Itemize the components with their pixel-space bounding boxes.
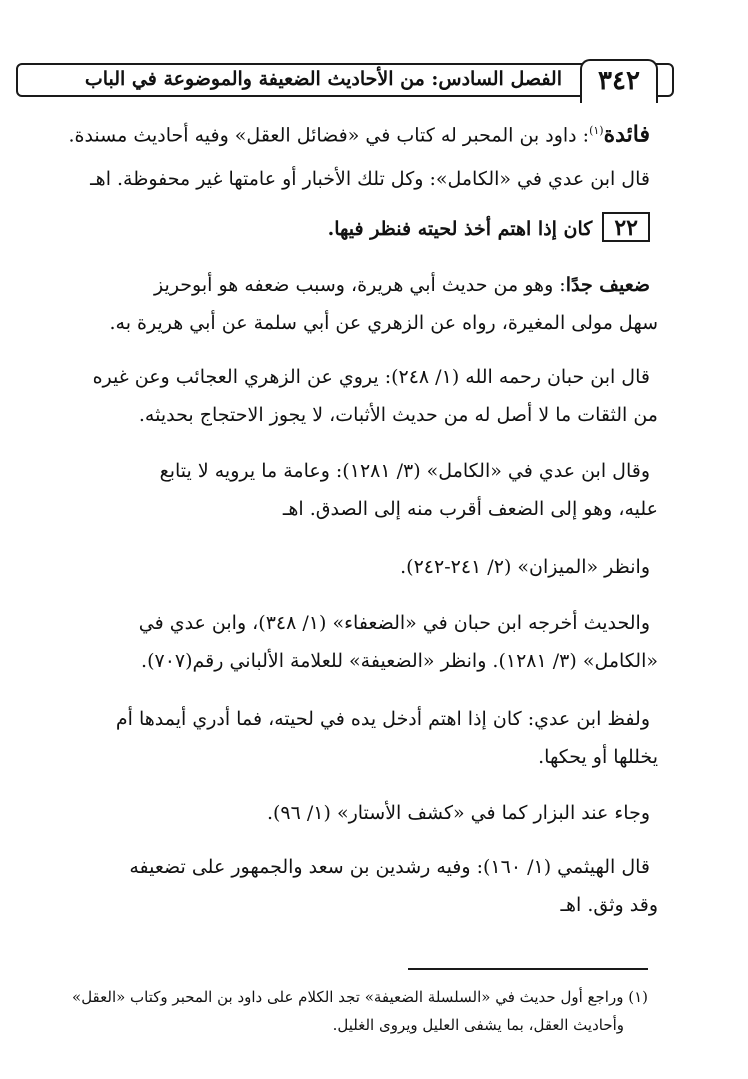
grading-lead: ضعيف جدًا	[565, 274, 650, 296]
footnote-line-1: (١) وراجع أول حديث في «السلسلة الضعيفة» تجد الكلام على داود بن المحبر وكتاب «العقل»	[72, 988, 648, 1006]
hadith-heading	[90, 210, 650, 250]
paragraph-5	[90, 604, 658, 684]
paragraph-8	[90, 848, 658, 928]
intro-note-2	[90, 160, 650, 200]
intro-line-2: قال ابن عدي في «الكامل»: وكل تلك الأخبار أو عامتها غير محفوظة. اهـ	[90, 168, 650, 190]
page-number: ٣٤٢	[580, 59, 658, 103]
footnote-separator	[408, 968, 648, 970]
chapter-title: الفصل السادس: من الأحاديث الضعيفة والموضوعة في الباب	[84, 68, 562, 90]
intro-text-1: : داود بن المحبر له كتاب في «فضائل العقل» وفيه أحاديث مسندة.	[68, 124, 590, 147]
intro-line-1	[68, 112, 650, 154]
paragraph-5-line-2: «الكامل» (٣/ ١٢٨١). وانظر «الضعيفة» للعلامة الألباني رقم(٧٠٧).	[141, 650, 658, 672]
paragraph-2-line-1: قال ابن حبان رحمه الله (١/ ٢٤٨): يروي عن الزهري العجائب وعن غيره	[92, 366, 650, 388]
paragraph-1-line-1: : وهو من حديث أبي هريرة، وسبب ضعفه هو أبوحريز	[154, 274, 566, 296]
paragraph-2	[90, 358, 658, 438]
paragraph-6	[90, 700, 658, 780]
paragraph-3	[90, 452, 658, 532]
hadith-text: كان إذا اهتم أخذ لحيته فنظر فيها.	[327, 218, 593, 240]
hadith-number: ٢٢	[602, 212, 650, 242]
paragraph-6-line-2: يخللها أو يحكها.	[538, 746, 658, 768]
paragraph-8-line-2: وقد وثق. اهـ	[560, 894, 658, 916]
footnote-ref: (١)	[589, 124, 604, 137]
paragraph-6-line-1: ولفظ ابن عدي: كان إذا اهتم أدخل يده في لحيته، فما أدري أيمدها أم	[115, 708, 650, 730]
paragraph-4	[90, 548, 650, 588]
paragraph-3-line-1: وقال ابن عدي في «الكامل» (٣/ ١٢٨١): وعامة ما يرويه لا يتابع	[159, 460, 650, 482]
fawaid-label: فائدة	[603, 121, 650, 148]
paragraph-5-line-1: والحديث أخرجه ابن حبان في «الضعفاء» (١/ ٣٤٨)، وابن عدي في	[138, 612, 650, 634]
paragraph-1-line-2: سهل مولى المغيرة، رواه عن الزهري عن أبي سلمة عن أبي هريرة به.	[109, 312, 658, 334]
paragraph-7	[90, 794, 650, 834]
paragraph-7-line-1: وجاء عند البزار كما في «كشف الأستار» (١/ ٩٦).	[266, 802, 650, 824]
paragraph-1	[90, 266, 658, 346]
page-header	[16, 63, 674, 97]
paragraph-4-line-1: وانظر «الميزان» (٢/ ٢٤١-٢٤٢).	[400, 556, 650, 578]
paragraph-2-line-2: من الثقات ما لا أصل له من حديث الأثبات، لا يجوز الاحتجاج بحديثه.	[138, 404, 658, 426]
footnote-line-2: وأحاديث العقل، بما يشفى العليل ويروى الغليل.	[332, 1016, 624, 1034]
footnote	[72, 984, 648, 1044]
paragraph-8-line-1: قال الهيثمي (١/ ١٦٠): وفيه رشدين بن سعد والجمهور على تضعيفه	[129, 856, 650, 878]
paragraph-3-line-2: عليه، وهو إلى الضعف أقرب منه إلى الصدق. اهـ	[282, 498, 658, 520]
